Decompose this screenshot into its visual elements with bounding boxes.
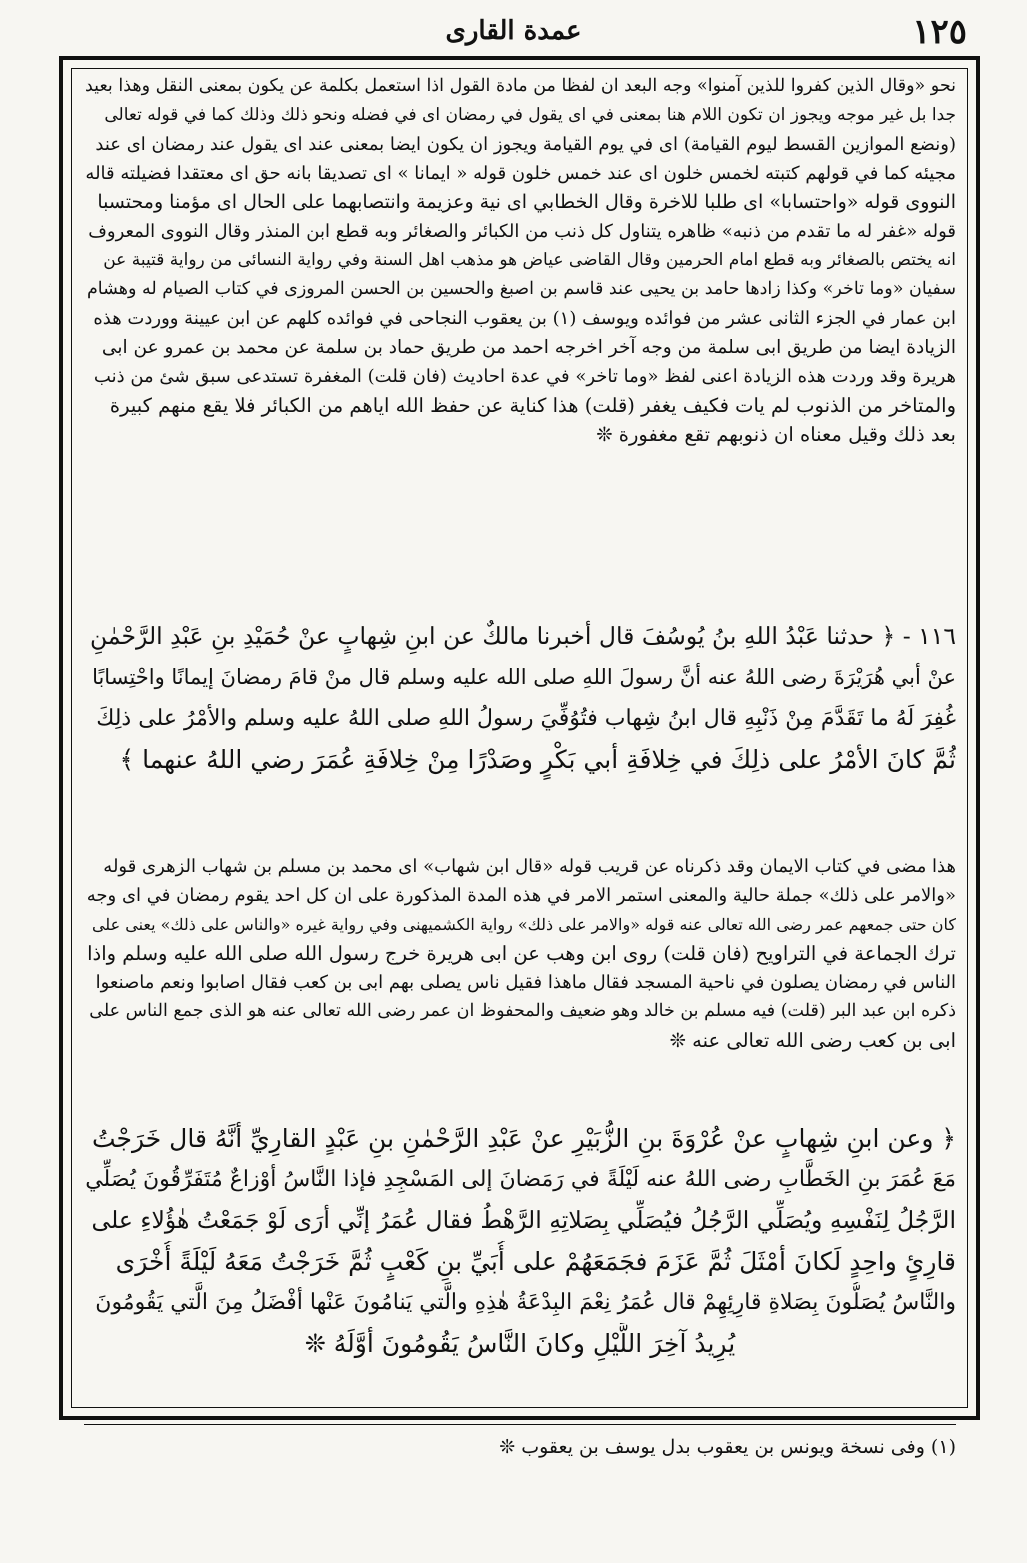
commentary-line: الزيادة ايضا من طريق ابى سلمة من وجه آخر اخرجه احمد من طريق حماد بن سلمة عن محمد بن عمرو عن ابى — [101, 337, 956, 358]
commentary-line: بعد ذلك وقيل معناه ان ذنوبهم تقع مغفورة ❊ — [596, 423, 956, 446]
hadith-ibn-shihab — [84, 1118, 956, 1364]
footnote-divider — [84, 1424, 956, 1425]
commentary-line: نحو «وقال الذين كفروا للذين آمنوا» وجه البعد ان لفظا من مادة القول اذا استعمل بكلمة عن يكون بمعنى النقل وهذا بعيد — [85, 76, 956, 96]
hadith-line: الرَّجُلُ لِنَفْسِهِ ويُصَلِّي الرَّجُلُ فيُصَلِّي بِصَلاتِهِ الرَّهْطُ فقال عُمَرُ إنِّي أرَى لَوْ جَمَعْتُ هٰؤُلاءِ على — [91, 1206, 956, 1234]
commentary-line: والمتاخر من الذنوب لم يات فكيف يغفر (قلت) هذا كناية عن حفظ الله اياهم من الكبائر فلا يقع منهم كبيرة — [109, 394, 956, 417]
hadith-line: يُرِيدُ آخِرَ اللَّيْلِ وكانَ النَّاسُ يَقُومُونَ أوَّلَهُ ❊ — [304, 1329, 736, 1358]
hadith-line: ثُمَّ كانَ الأمْرُ على ذلِكَ في خِلافَةِ أبي بَكْرٍ وصَدْرًا مِنْ خِلافَةِ عُمَرَ رضي اللهُ عنهما ﴾ — [119, 745, 956, 774]
page-number: ١٢٥ — [912, 12, 967, 52]
commentary-line: هذا مضى في كتاب الايمان وقد ذكرناه عن قريب قوله «قال ابن شهاب» اى محمد بن مسلم بن شهاب الزهرى قوله — [103, 856, 956, 877]
commentary-line: ابى بن كعب رضى الله تعالى عنه ❊ — [669, 1029, 956, 1052]
commentary-line: كان حتى جمعهم عمر رضى الله تعالى عنه قوله «والامر على ذلك» رواية الكشميهنى وفي رواية غيره «والناس على ذلك» يعنى على — [91, 915, 956, 934]
hadith-line: ﴿ وعن ابنِ شِهابٍ عنْ عُرْوَةَ بنِ الزُّبَيْرِ عنْ عَبْدِ الرَّحْمٰنِ بنِ عَبْدٍ القارِيِّ أنَّهُ قال خَرَجْتُ — [91, 1124, 956, 1153]
commentary-line: انه يختص بالصغائر وبه قطع امام الحرمين وقال القاضى عياض هو مذهب اهل السنة وفي رواية النسائى من رواية قتيبة عن — [103, 250, 956, 270]
book-title: عمدة القارى — [445, 16, 582, 46]
commentary-line: ذكره ابن عبد البر (قلت) فيه مسلم بن خالد وهو ضعيف والمحفوظ ان عمر رضى الله تعالى عنه هو الذى جمع الناس على — [89, 1001, 956, 1021]
commentary-block — [84, 72, 956, 449]
commentary-block-2 — [84, 852, 956, 1055]
commentary-line: مجيئه كما في قولهم كتبته لخمس خلون اى عند خمس خلون قوله « ايمانا » اى تصديقا بانه حق اى معتقدا فضيلته قاله — [85, 163, 956, 184]
hadith-line: غُفِرَ لَهُ ما تَقَدَّمَ مِنْ ذَنْبِهِ قال ابنُ شِهاب فتُوُفِّيَ رسولُ اللهِ صلى اللهُ عليه وسلم والأمْرُ على ذلِكَ — [96, 706, 956, 731]
hadith-line: عنْ أبي هُرَيْرَةَ رضى اللهُ عنه أنَّ رسولَ اللهِ صلى الله عليه وسلم قال منْ قامَ رمضانَ إيمانًا واحْتِسابًا — [92, 665, 956, 689]
hadith-116 — [84, 616, 956, 780]
commentary-line: ترك الجماعة في التراويح (فان قلت) روى ابن وهب عن ابى هريرة خرج رسول الله صلى الله عليه وسلم واذا — [87, 942, 956, 965]
commentary-line: الناس في رمضان يصلون في ناحية المسجد فقال ماهذا فقيل ناس يصلى بهم ابى بن كعب فقال اصابوا ونعم ماصنعوا — [95, 972, 956, 993]
hadith-line: ١١٦ - ﴿ حدثنا عَبْدُ اللهِ بنُ يُوسُفَ قال أخبرنا مالكٌ عن ابنِ شِهابٍ عنْ حُمَيْدِ بنِ عَبْدِ الرَّحْمٰنِ — [90, 622, 956, 650]
commentary-line: «والامر على ذلك» جملة حالية والمعنى استمر الامر في هذه المدة المذكورة على ان كل احد يقوم رمضان في اى وجه — [86, 885, 956, 906]
commentary-line: قوله «غفر له ما تقدم من ذنبه» ظاهره يتناول كل ذنب من الكبائر والصغائر وبه قطع ابن المنذر وقال النووى المعروف — [88, 221, 956, 242]
commentary-line: هريرة وقد وردت هذه الزيادة اعنى لفظ «وما تاخر» في عدة احاديث (فان قلت) المغفرة تستدعى سبق شئ من ذنب — [93, 366, 956, 387]
running-head — [60, 12, 967, 52]
hadith-line: والنَّاسُ يُصَلُّونَ بِصَلاةِ قارِئِهِمْ قال عُمَرُ نِعْمَ البِدْعَةُ هٰذِهِ والَّتي يَنامُونَ عَنْها أفْضَلُ مِنَ الَّتي يَقُومُونَ — [95, 1290, 956, 1315]
commentary-line: جدا بل غير موجه ويجوز ان تكون اللام هنا بمعنى في اى يقول في رمضان اى في فضله ونحو ذلك وذلك كما في قوله تعالى — [104, 105, 956, 125]
commentary-line: سفيان «وما تاخر» وكذا زادها حامد بن يحيى عند قاسم بن اصبغ والحسين بن الحسن المروزى في كتاب الصيام له وهشام — [86, 279, 956, 299]
hadith-line: مَعَ عُمَرَ بنِ الخَطَّابِ رضى اللهُ عنه لَيْلَةً في رَمَضانَ إلى المَسْجِدِ فإذا النَّاسُ أوْزاعٌ مُتَفَرِّقُونَ يُصَلِّي — [85, 1167, 956, 1192]
commentary-line: النووى قوله «واحتسابا» اى طلبا للاخرة وقال الخطابي اى نية وعزيمة وانتصابهما على الحال اى مؤمنا ومحتسبا — [97, 191, 956, 213]
footnote: (١) وفى نسخة ويونس بن يعقوب بدل يوسف بن يعقوب ❊ — [499, 1436, 956, 1458]
commentary-line: (ونضع الموازين القسط ليوم القيامة) اى في يوم القيامة ويجوز ان يكون ايضا بمعنى عند اى يقول عند رمضان اى عند — [95, 134, 956, 155]
commentary-line: ابن عمار في الجزء الثانى عشر من فوائده ويوسف (١) بن يعقوب النجاحى في فوائده كلهم عن ابن عيينة ووردت هذه — [93, 308, 956, 329]
hadith-line: قارِئٍ واحِدٍ لَكانَ أمْثَلَ ثُمَّ عَزَمَ فجَمَعَهُمْ على أُبَيِّ بنِ كَعْبٍ ثُمَّ خَرَجْتُ مَعَهُ لَيْلَةً أُخْرَى — [115, 1247, 956, 1276]
